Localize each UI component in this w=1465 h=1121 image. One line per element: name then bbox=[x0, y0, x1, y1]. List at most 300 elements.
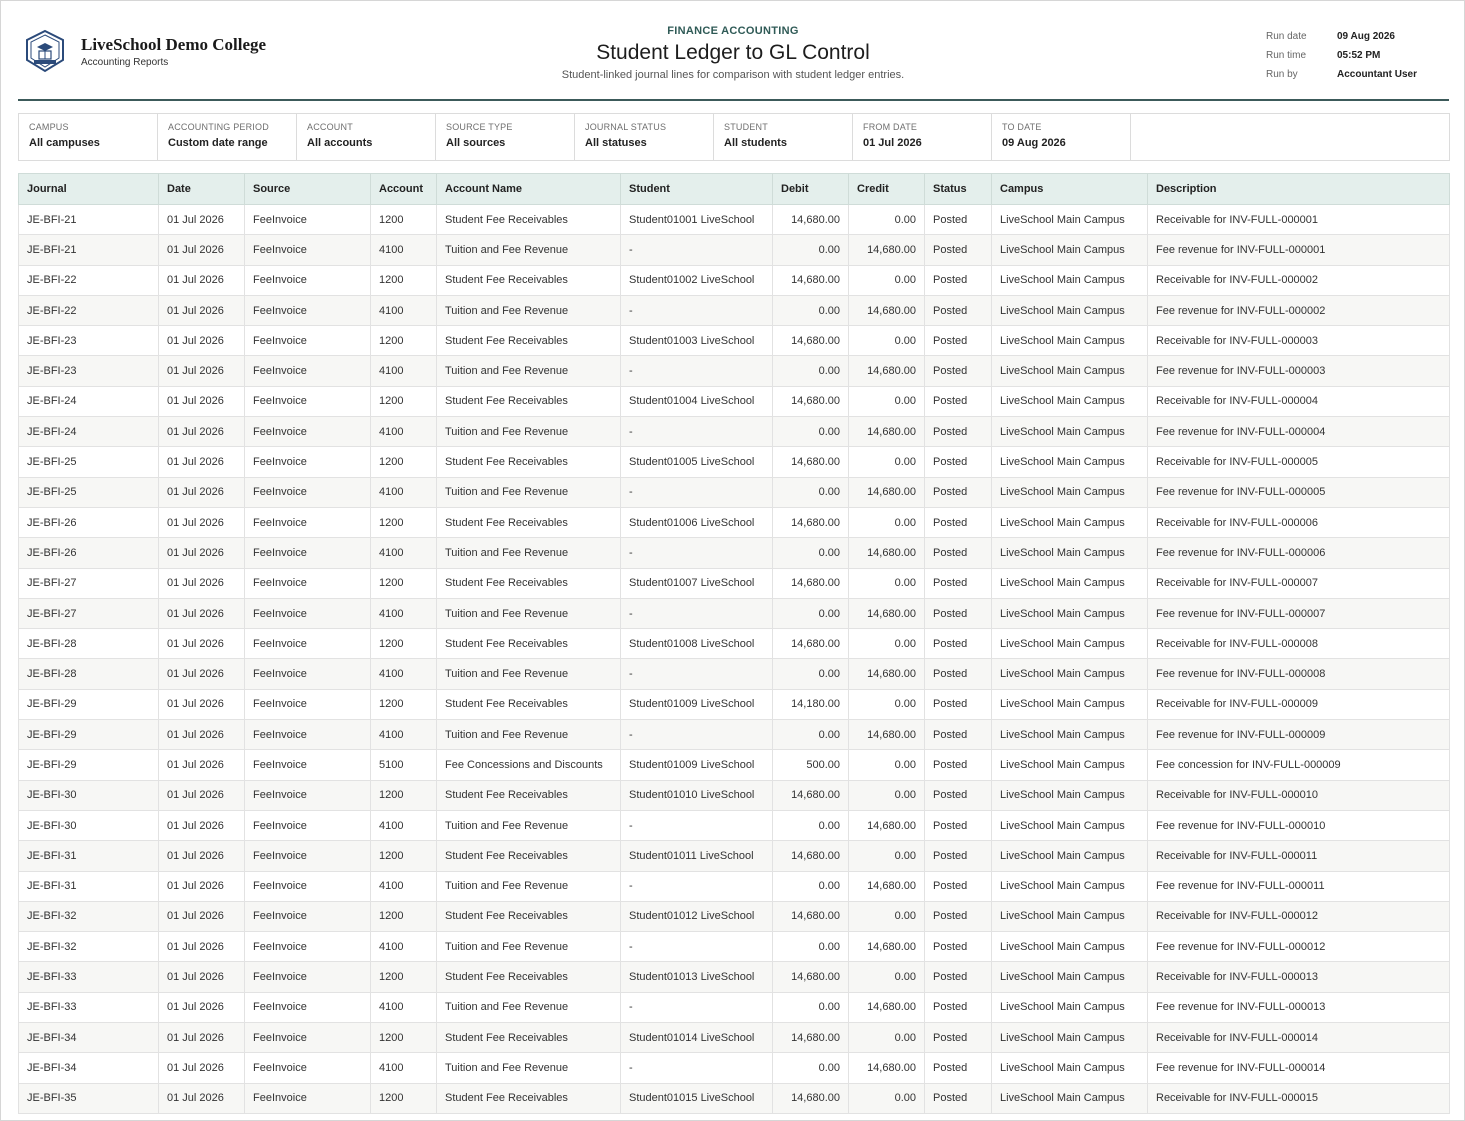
table-row bbox=[19, 689, 1450, 719]
cell-status: Posted bbox=[925, 810, 992, 840]
filter-label: STUDENT bbox=[724, 122, 768, 132]
cell-account: 1200 bbox=[371, 386, 437, 416]
cell-description: Receivable for INV-FULL-000011 bbox=[1148, 841, 1450, 871]
cell-student: Student01007 LiveSchool bbox=[621, 568, 773, 598]
cell-account-name: Student Fee Receivables bbox=[437, 205, 621, 235]
table-row bbox=[19, 417, 1450, 447]
cell-journal: JE-BFI-33 bbox=[19, 962, 159, 992]
cell-account-name: Tuition and Fee Revenue bbox=[437, 871, 621, 901]
cell-account: 1200 bbox=[371, 447, 437, 477]
table-row bbox=[19, 629, 1450, 659]
cell-student: Student01006 LiveSchool bbox=[621, 507, 773, 537]
cell-debit: 0.00 bbox=[773, 598, 849, 628]
cell-credit: 0.00 bbox=[849, 386, 925, 416]
cell-description: Fee revenue for INV-FULL-000001 bbox=[1148, 235, 1450, 265]
cell-student: Student01008 LiveSchool bbox=[621, 629, 773, 659]
filter-value: All accounts bbox=[307, 137, 373, 149]
cell-student: Student01011 LiveSchool bbox=[621, 841, 773, 871]
table-row bbox=[19, 750, 1450, 780]
cell-account-name: Tuition and Fee Revenue bbox=[437, 659, 621, 689]
cell-credit: 0.00 bbox=[849, 205, 925, 235]
cell-debit: 14,680.00 bbox=[773, 629, 849, 659]
run-meta bbox=[1266, 27, 1417, 84]
cell-credit: 14,680.00 bbox=[849, 295, 925, 325]
cell-date: 01 Jul 2026 bbox=[159, 507, 245, 537]
cell-student: - bbox=[621, 235, 773, 265]
cell-status: Posted bbox=[925, 1053, 992, 1083]
cell-debit: 0.00 bbox=[773, 871, 849, 901]
filter-value: All campuses bbox=[29, 137, 100, 149]
cell-source: FeeInvoice bbox=[245, 1023, 371, 1053]
cell-student: Student01003 LiveSchool bbox=[621, 326, 773, 356]
cell-account: 4100 bbox=[371, 871, 437, 901]
filter-label: TO DATE bbox=[1002, 122, 1042, 132]
cell-source: FeeInvoice bbox=[245, 447, 371, 477]
table-row bbox=[19, 659, 1450, 689]
table-body bbox=[19, 205, 1450, 1114]
filter-empty bbox=[1131, 114, 1449, 160]
cell-journal: JE-BFI-27 bbox=[19, 568, 159, 598]
cell-account: 1200 bbox=[371, 689, 437, 719]
cell-source: FeeInvoice bbox=[245, 1083, 371, 1113]
brand-subtitle: Accounting Reports bbox=[81, 56, 169, 68]
cell-student: Student01009 LiveSchool bbox=[621, 689, 773, 719]
table-row bbox=[19, 598, 1450, 628]
cell-description: Receivable for INV-FULL-000014 bbox=[1148, 1023, 1450, 1053]
brand-name: LiveSchool Demo College bbox=[81, 34, 267, 54]
cell-status: Posted bbox=[925, 386, 992, 416]
cell-debit: 14,680.00 bbox=[773, 1083, 849, 1113]
cell-campus: LiveSchool Main Campus bbox=[992, 932, 1148, 962]
cell-student: - bbox=[621, 1053, 773, 1083]
cell-credit: 0.00 bbox=[849, 841, 925, 871]
cell-account: 1200 bbox=[371, 841, 437, 871]
filter-account[interactable] bbox=[297, 114, 436, 160]
cell-account: 1200 bbox=[371, 629, 437, 659]
cell-student: - bbox=[621, 538, 773, 568]
cell-status: Posted bbox=[925, 265, 992, 295]
cell-account: 1200 bbox=[371, 962, 437, 992]
table-row bbox=[19, 1053, 1450, 1083]
table-row bbox=[19, 265, 1450, 295]
cell-status: Posted bbox=[925, 871, 992, 901]
cell-description: Receivable for INV-FULL-000002 bbox=[1148, 265, 1450, 295]
cell-journal: JE-BFI-34 bbox=[19, 1023, 159, 1053]
cell-source: FeeInvoice bbox=[245, 235, 371, 265]
cell-date: 01 Jul 2026 bbox=[159, 932, 245, 962]
cell-account: 4100 bbox=[371, 477, 437, 507]
cell-status: Posted bbox=[925, 507, 992, 537]
cell-credit: 0.00 bbox=[849, 447, 925, 477]
meta-row-run-date bbox=[1266, 27, 1417, 46]
cell-credit: 14,680.00 bbox=[849, 659, 925, 689]
cell-account-name: Student Fee Receivables bbox=[437, 507, 621, 537]
cell-credit: 0.00 bbox=[849, 1083, 925, 1113]
cell-account-name: Tuition and Fee Revenue bbox=[437, 417, 621, 447]
cell-status: Posted bbox=[925, 629, 992, 659]
cell-journal: JE-BFI-26 bbox=[19, 538, 159, 568]
cell-student: Student01009 LiveSchool bbox=[621, 750, 773, 780]
cell-source: FeeInvoice bbox=[245, 780, 371, 810]
cell-credit: 0.00 bbox=[849, 750, 925, 780]
cell-student: - bbox=[621, 659, 773, 689]
cell-account: 1200 bbox=[371, 568, 437, 598]
cell-credit: 14,680.00 bbox=[849, 598, 925, 628]
cell-student: - bbox=[621, 810, 773, 840]
cell-account-name: Student Fee Receivables bbox=[437, 901, 621, 931]
cell-campus: LiveSchool Main Campus bbox=[992, 417, 1148, 447]
table-row bbox=[19, 356, 1450, 386]
cell-account: 1200 bbox=[371, 780, 437, 810]
cell-campus: LiveSchool Main Campus bbox=[992, 295, 1148, 325]
report-eyebrow: FINANCE ACCOUNTING bbox=[667, 25, 799, 37]
brand bbox=[24, 29, 266, 73]
cell-description: Fee revenue for INV-FULL-000002 bbox=[1148, 295, 1450, 325]
filter-value: 01 Jul 2026 bbox=[863, 137, 922, 149]
filter-label: ACCOUNT bbox=[307, 122, 353, 132]
cell-account: 4100 bbox=[371, 417, 437, 447]
report-subtitle: Student-linked journal lines for comparison with student ledger entries. bbox=[561, 69, 905, 81]
cell-source: FeeInvoice bbox=[245, 962, 371, 992]
cell-credit: 0.00 bbox=[849, 326, 925, 356]
cell-account-name: Student Fee Receivables bbox=[437, 1083, 621, 1113]
cell-date: 01 Jul 2026 bbox=[159, 659, 245, 689]
cell-account-name: Student Fee Receivables bbox=[437, 326, 621, 356]
cell-account: 4100 bbox=[371, 598, 437, 628]
cell-description: Fee revenue for INV-FULL-000013 bbox=[1148, 992, 1450, 1022]
cell-journal: JE-BFI-30 bbox=[19, 810, 159, 840]
cell-student: Student01015 LiveSchool bbox=[621, 1083, 773, 1113]
cell-description: Fee revenue for INV-FULL-000009 bbox=[1148, 720, 1450, 750]
cell-journal: JE-BFI-21 bbox=[19, 235, 159, 265]
cell-date: 01 Jul 2026 bbox=[159, 386, 245, 416]
cell-campus: LiveSchool Main Campus bbox=[992, 205, 1148, 235]
cell-source: FeeInvoice bbox=[245, 507, 371, 537]
cell-debit: 14,680.00 bbox=[773, 901, 849, 931]
filter-accounting-period[interactable] bbox=[158, 114, 297, 160]
report-title: Student Ledger to GL Control bbox=[596, 41, 870, 64]
cell-account-name: Tuition and Fee Revenue bbox=[437, 295, 621, 325]
meta-value: 09 Aug 2026 bbox=[1337, 31, 1395, 42]
cell-date: 01 Jul 2026 bbox=[159, 326, 245, 356]
cell-date: 01 Jul 2026 bbox=[159, 689, 245, 719]
filter-bar bbox=[18, 113, 1450, 161]
cell-debit: 14,680.00 bbox=[773, 265, 849, 295]
cell-account: 4100 bbox=[371, 720, 437, 750]
cell-journal: JE-BFI-32 bbox=[19, 901, 159, 931]
cell-account: 1200 bbox=[371, 507, 437, 537]
cell-account-name: Student Fee Receivables bbox=[437, 841, 621, 871]
cell-credit: 0.00 bbox=[849, 962, 925, 992]
column-header-source: Source bbox=[245, 174, 371, 205]
cell-debit: 0.00 bbox=[773, 295, 849, 325]
cell-debit: 0.00 bbox=[773, 356, 849, 386]
cell-description: Receivable for INV-FULL-000001 bbox=[1148, 205, 1450, 235]
cell-date: 01 Jul 2026 bbox=[159, 235, 245, 265]
cell-student: - bbox=[621, 477, 773, 507]
cell-description: Fee revenue for INV-FULL-000011 bbox=[1148, 871, 1450, 901]
cell-account-name: Student Fee Receivables bbox=[437, 568, 621, 598]
cell-journal: JE-BFI-32 bbox=[19, 932, 159, 962]
column-header-student: Student bbox=[621, 174, 773, 205]
cell-date: 01 Jul 2026 bbox=[159, 1053, 245, 1083]
cell-date: 01 Jul 2026 bbox=[159, 538, 245, 568]
cell-date: 01 Jul 2026 bbox=[159, 356, 245, 386]
cell-account-name: Tuition and Fee Revenue bbox=[437, 598, 621, 628]
cell-debit: 0.00 bbox=[773, 810, 849, 840]
cell-campus: LiveSchool Main Campus bbox=[992, 750, 1148, 780]
cell-source: FeeInvoice bbox=[245, 629, 371, 659]
cell-account: 1200 bbox=[371, 1083, 437, 1113]
cell-student: Student01010 LiveSchool bbox=[621, 780, 773, 810]
cell-status: Posted bbox=[925, 962, 992, 992]
cell-status: Posted bbox=[925, 205, 992, 235]
cell-debit: 0.00 bbox=[773, 720, 849, 750]
cell-description: Fee revenue for INV-FULL-000007 bbox=[1148, 598, 1450, 628]
table-row bbox=[19, 326, 1450, 356]
cell-status: Posted bbox=[925, 1083, 992, 1113]
cell-student: - bbox=[621, 932, 773, 962]
cell-date: 01 Jul 2026 bbox=[159, 205, 245, 235]
cell-source: FeeInvoice bbox=[245, 538, 371, 568]
cell-credit: 14,680.00 bbox=[849, 1053, 925, 1083]
ledger-table bbox=[18, 173, 1450, 1114]
cell-source: FeeInvoice bbox=[245, 265, 371, 295]
cell-source: FeeInvoice bbox=[245, 659, 371, 689]
cell-campus: LiveSchool Main Campus bbox=[992, 447, 1148, 477]
filter-campus[interactable] bbox=[19, 114, 158, 160]
cell-student: - bbox=[621, 871, 773, 901]
cell-description: Receivable for INV-FULL-000005 bbox=[1148, 447, 1450, 477]
cell-credit: 0.00 bbox=[849, 1023, 925, 1053]
cell-student: - bbox=[621, 720, 773, 750]
cell-credit: 0.00 bbox=[849, 568, 925, 598]
cell-description: Fee revenue for INV-FULL-000005 bbox=[1148, 477, 1450, 507]
cell-description: Fee concession for INV-FULL-000009 bbox=[1148, 750, 1450, 780]
cell-journal: JE-BFI-25 bbox=[19, 447, 159, 477]
cell-description: Receivable for INV-FULL-000004 bbox=[1148, 386, 1450, 416]
cell-date: 01 Jul 2026 bbox=[159, 901, 245, 931]
cell-student: Student01014 LiveSchool bbox=[621, 1023, 773, 1053]
table-row bbox=[19, 538, 1450, 568]
table-row bbox=[19, 447, 1450, 477]
filter-journal-status[interactable] bbox=[575, 114, 714, 160]
cell-source: FeeInvoice bbox=[245, 810, 371, 840]
cell-debit: 0.00 bbox=[773, 538, 849, 568]
cell-description: Receivable for INV-FULL-000010 bbox=[1148, 780, 1450, 810]
cell-account: 1200 bbox=[371, 901, 437, 931]
cell-journal: JE-BFI-23 bbox=[19, 326, 159, 356]
column-header-account-name: Account Name bbox=[437, 174, 621, 205]
cell-student: - bbox=[621, 598, 773, 628]
cell-status: Posted bbox=[925, 598, 992, 628]
cell-description: Fee revenue for INV-FULL-000004 bbox=[1148, 417, 1450, 447]
cell-source: FeeInvoice bbox=[245, 901, 371, 931]
cell-journal: JE-BFI-21 bbox=[19, 205, 159, 235]
cell-status: Posted bbox=[925, 477, 992, 507]
cell-account-name: Tuition and Fee Revenue bbox=[437, 477, 621, 507]
table-row bbox=[19, 1083, 1450, 1113]
filter-label: CAMPUS bbox=[29, 122, 69, 132]
cell-account: 4100 bbox=[371, 356, 437, 386]
cell-credit: 14,680.00 bbox=[849, 810, 925, 840]
cell-journal: JE-BFI-28 bbox=[19, 659, 159, 689]
table-row bbox=[19, 386, 1450, 416]
table-row bbox=[19, 295, 1450, 325]
table-row bbox=[19, 992, 1450, 1022]
cell-description: Fee revenue for INV-FULL-000014 bbox=[1148, 1053, 1450, 1083]
cell-student: Student01005 LiveSchool bbox=[621, 447, 773, 477]
cell-debit: 14,680.00 bbox=[773, 386, 849, 416]
cell-source: FeeInvoice bbox=[245, 598, 371, 628]
cell-source: FeeInvoice bbox=[245, 1053, 371, 1083]
cell-date: 01 Jul 2026 bbox=[159, 750, 245, 780]
table-row bbox=[19, 841, 1450, 871]
cell-credit: 0.00 bbox=[849, 780, 925, 810]
table-row bbox=[19, 780, 1450, 810]
cell-campus: LiveSchool Main Campus bbox=[992, 720, 1148, 750]
filter-label: ACCOUNTING PERIOD bbox=[168, 122, 269, 132]
cell-date: 01 Jul 2026 bbox=[159, 295, 245, 325]
cell-date: 01 Jul 2026 bbox=[159, 1023, 245, 1053]
cell-debit: 14,680.00 bbox=[773, 568, 849, 598]
cell-campus: LiveSchool Main Campus bbox=[992, 538, 1148, 568]
cell-status: Posted bbox=[925, 295, 992, 325]
cell-journal: JE-BFI-34 bbox=[19, 1053, 159, 1083]
column-header-status: Status bbox=[925, 174, 992, 205]
cell-description: Receivable for INV-FULL-000007 bbox=[1148, 568, 1450, 598]
cell-debit: 14,680.00 bbox=[773, 326, 849, 356]
cell-credit: 14,680.00 bbox=[849, 235, 925, 265]
meta-label: Run time bbox=[1266, 50, 1307, 61]
cell-debit: 14,680.00 bbox=[773, 841, 849, 871]
cell-credit: 14,680.00 bbox=[849, 417, 925, 447]
filter-student[interactable] bbox=[714, 114, 853, 160]
report-title-block bbox=[433, 25, 1033, 81]
cell-student: - bbox=[621, 417, 773, 447]
cell-account-name: Tuition and Fee Revenue bbox=[437, 1053, 621, 1083]
cell-account-name: Student Fee Receivables bbox=[437, 1023, 621, 1053]
filter-from-date[interactable] bbox=[853, 114, 992, 160]
cell-credit: 14,680.00 bbox=[849, 356, 925, 386]
table-row bbox=[19, 901, 1450, 931]
table-row bbox=[19, 507, 1450, 537]
college-crest-icon bbox=[24, 29, 66, 73]
cell-account-name: Tuition and Fee Revenue bbox=[437, 992, 621, 1022]
cell-status: Posted bbox=[925, 447, 992, 477]
cell-date: 01 Jul 2026 bbox=[159, 1083, 245, 1113]
cell-date: 01 Jul 2026 bbox=[159, 629, 245, 659]
filter-value: 09 Aug 2026 bbox=[1002, 137, 1066, 149]
cell-account-name: Student Fee Receivables bbox=[437, 962, 621, 992]
cell-status: Posted bbox=[925, 901, 992, 931]
cell-student: - bbox=[621, 992, 773, 1022]
column-header-debit: Debit bbox=[773, 174, 849, 205]
filter-source-type[interactable] bbox=[436, 114, 575, 160]
cell-campus: LiveSchool Main Campus bbox=[992, 356, 1148, 386]
cell-debit: 14,180.00 bbox=[773, 689, 849, 719]
cell-account-name: Tuition and Fee Revenue bbox=[437, 720, 621, 750]
cell-campus: LiveSchool Main Campus bbox=[992, 901, 1148, 931]
cell-account: 4100 bbox=[371, 992, 437, 1022]
cell-campus: LiveSchool Main Campus bbox=[992, 1023, 1148, 1053]
cell-status: Posted bbox=[925, 1023, 992, 1053]
cell-description: Receivable for INV-FULL-000003 bbox=[1148, 326, 1450, 356]
cell-account-name: Student Fee Receivables bbox=[437, 447, 621, 477]
cell-account: 4100 bbox=[371, 295, 437, 325]
cell-account: 4100 bbox=[371, 810, 437, 840]
filter-value: All sources bbox=[446, 137, 506, 149]
cell-debit: 0.00 bbox=[773, 932, 849, 962]
cell-account-name: Tuition and Fee Revenue bbox=[437, 538, 621, 568]
cell-account-name: Fee Concessions and Discounts bbox=[437, 750, 621, 780]
cell-status: Posted bbox=[925, 417, 992, 447]
cell-date: 01 Jul 2026 bbox=[159, 720, 245, 750]
cell-account: 5100 bbox=[371, 750, 437, 780]
filter-label: SOURCE TYPE bbox=[446, 122, 513, 132]
cell-description: Receivable for INV-FULL-000009 bbox=[1148, 689, 1450, 719]
cell-source: FeeInvoice bbox=[245, 295, 371, 325]
cell-account: 4100 bbox=[371, 1053, 437, 1083]
cell-account: 4100 bbox=[371, 932, 437, 962]
cell-campus: LiveSchool Main Campus bbox=[992, 568, 1148, 598]
cell-debit: 0.00 bbox=[773, 235, 849, 265]
cell-source: FeeInvoice bbox=[245, 720, 371, 750]
cell-credit: 14,680.00 bbox=[849, 720, 925, 750]
cell-date: 01 Jul 2026 bbox=[159, 447, 245, 477]
cell-campus: LiveSchool Main Campus bbox=[992, 962, 1148, 992]
cell-debit: 0.00 bbox=[773, 659, 849, 689]
cell-campus: LiveSchool Main Campus bbox=[992, 871, 1148, 901]
cell-campus: LiveSchool Main Campus bbox=[992, 629, 1148, 659]
cell-source: FeeInvoice bbox=[245, 841, 371, 871]
cell-source: FeeInvoice bbox=[245, 750, 371, 780]
cell-source: FeeInvoice bbox=[245, 477, 371, 507]
cell-journal: JE-BFI-25 bbox=[19, 477, 159, 507]
cell-debit: 500.00 bbox=[773, 750, 849, 780]
cell-status: Posted bbox=[925, 659, 992, 689]
cell-campus: LiveSchool Main Campus bbox=[992, 780, 1148, 810]
meta-label: Run by bbox=[1266, 69, 1298, 80]
cell-credit: 14,680.00 bbox=[849, 932, 925, 962]
cell-date: 01 Jul 2026 bbox=[159, 598, 245, 628]
filter-to-date[interactable] bbox=[992, 114, 1131, 160]
cell-credit: 14,680.00 bbox=[849, 871, 925, 901]
cell-credit: 0.00 bbox=[849, 265, 925, 295]
cell-campus: LiveSchool Main Campus bbox=[992, 992, 1148, 1022]
cell-journal: JE-BFI-26 bbox=[19, 507, 159, 537]
cell-student: Student01001 LiveSchool bbox=[621, 205, 773, 235]
cell-account-name: Student Fee Receivables bbox=[437, 629, 621, 659]
table-row bbox=[19, 1023, 1450, 1053]
cell-status: Posted bbox=[925, 568, 992, 598]
cell-account-name: Tuition and Fee Revenue bbox=[437, 356, 621, 386]
cell-account: 1200 bbox=[371, 326, 437, 356]
cell-student: Student01004 LiveSchool bbox=[621, 386, 773, 416]
cell-source: FeeInvoice bbox=[245, 386, 371, 416]
cell-source: FeeInvoice bbox=[245, 205, 371, 235]
cell-journal: JE-BFI-29 bbox=[19, 750, 159, 780]
cell-campus: LiveSchool Main Campus bbox=[992, 689, 1148, 719]
cell-account: 1200 bbox=[371, 265, 437, 295]
cell-description: Fee revenue for INV-FULL-000010 bbox=[1148, 810, 1450, 840]
cell-status: Posted bbox=[925, 992, 992, 1022]
table-header-row bbox=[19, 174, 1450, 205]
cell-date: 01 Jul 2026 bbox=[159, 417, 245, 447]
cell-account: 1200 bbox=[371, 1023, 437, 1053]
cell-source: FeeInvoice bbox=[245, 417, 371, 447]
table-row bbox=[19, 962, 1450, 992]
